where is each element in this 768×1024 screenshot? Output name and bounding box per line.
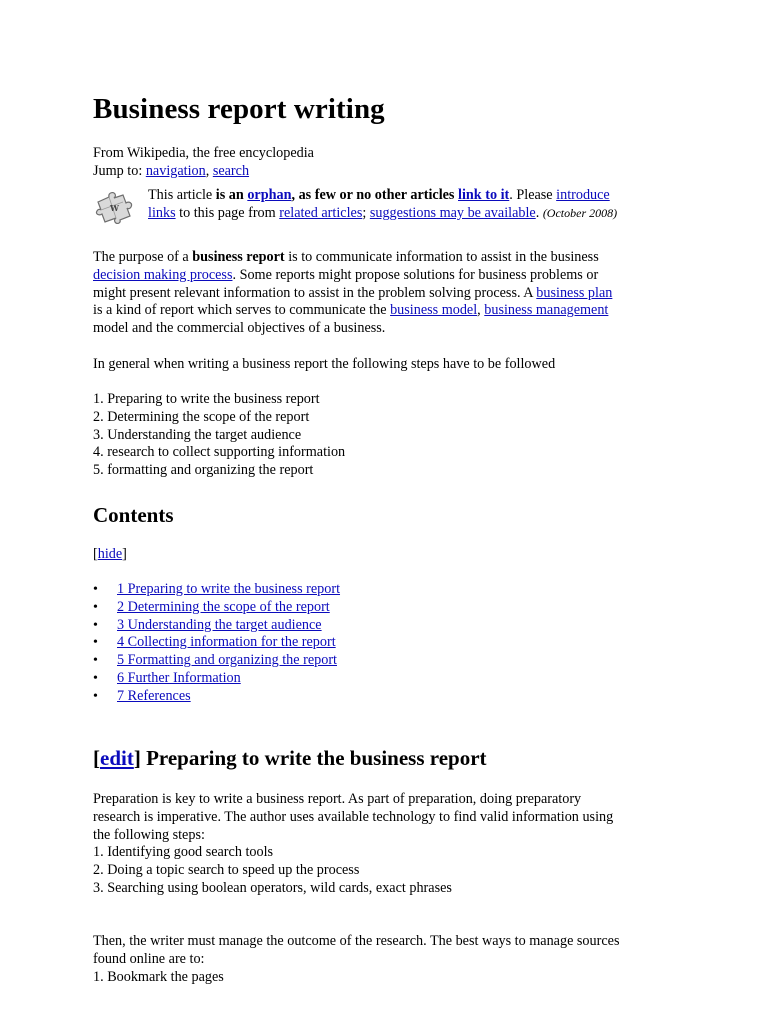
preparation-step: 2. Doing a topic search to speed up the process (93, 862, 360, 879)
edit-bracket-close: ] (133, 746, 141, 770)
hide-link[interactable]: hide (97, 546, 123, 562)
introduce-link[interactable]: introduce (556, 187, 610, 203)
suggestions-link[interactable]: suggestions may be available (369, 204, 536, 221)
paragraph-line: found online are to: (93, 950, 205, 967)
puzzle-piece-icon (93, 190, 137, 224)
paragraph-line: the following steps: (93, 826, 205, 843)
preparation-paragraph (93, 791, 613, 898)
orphan-date: (October 2008) (542, 205, 618, 220)
toc-link[interactable]: 6 Further Information (117, 669, 241, 686)
paragraph-line: Preparation is key to write a business report. As part of preparation, doing preparatory (93, 791, 582, 807)
steps-list-item: 5. formatting and organizing the report (93, 462, 314, 479)
hide-bracket-close: ] (122, 546, 127, 562)
orphan-notice-text (148, 187, 617, 223)
orphan-text-6: ; (362, 204, 370, 221)
orphan-text-5: to this page from (175, 204, 280, 221)
toc-item (93, 634, 340, 652)
jump-separator: , (205, 163, 213, 179)
contents-heading: Contents (93, 503, 174, 527)
intro-text: is a kind of report which serves to communicate the (93, 302, 391, 319)
jump-navigation-link[interactable]: navigation (145, 163, 206, 179)
orphan-text-7: . (535, 204, 543, 221)
hide-bracket-open: [ (93, 546, 98, 562)
table-of-contents (93, 581, 340, 706)
page-title: Business report writing (93, 93, 385, 125)
steps-list-item: 2. Determining the scope of the report (93, 408, 310, 425)
intro-text: The purpose of a (93, 249, 193, 265)
orphan-text-1: This article (148, 187, 216, 203)
preparation-step: 1. Identifying good search tools (93, 844, 274, 861)
edit-section-link[interactable]: edit (100, 746, 134, 770)
svg-text:W: W (110, 203, 119, 213)
toc-link[interactable]: 4 Collecting information for the report (117, 634, 336, 651)
intro-paragraph (93, 249, 612, 338)
paragraph-line: Then, the writer must manage the outcome of the research. The best ways to manage sources (93, 933, 620, 949)
toc-link[interactable]: 7 References (117, 687, 191, 704)
toc-link[interactable]: 2 Determining the scope of the report (117, 598, 330, 615)
jump-to-label: Jump to: (93, 163, 146, 179)
links-link[interactable]: links (148, 204, 176, 221)
toc-item (93, 688, 340, 706)
orphan-link[interactable]: orphan (247, 187, 292, 203)
steps-list-item: 4. research to collect supporting information (93, 444, 346, 461)
toc-item (93, 617, 340, 635)
bullet-icon: • (93, 599, 98, 615)
intro-text: , (477, 302, 485, 319)
section-heading-preparing (93, 746, 487, 771)
steps-list-item: 3. Understanding the target audience (93, 426, 302, 443)
toc-item (93, 652, 340, 670)
intro-bold-term: business report (192, 249, 285, 265)
business-model-link[interactable]: business model (390, 302, 478, 319)
decision-making-process-link[interactable]: decision making process (93, 266, 233, 283)
jump-search-link[interactable]: search (212, 163, 250, 179)
intro-text: is to communicate information to assist in the business (284, 249, 599, 265)
toc-link[interactable]: 1 Preparing to write the business report (117, 581, 341, 597)
toc-item (93, 599, 340, 617)
bullet-icon: • (93, 653, 98, 669)
bullet-icon: • (93, 670, 98, 686)
bullet-icon: • (93, 582, 98, 597)
bullet-icon: • (93, 635, 98, 651)
bullet-icon: • (93, 617, 98, 633)
business-management-link[interactable]: business management (484, 302, 609, 319)
bullet-icon: • (93, 688, 98, 704)
jump-to-line (93, 163, 249, 181)
steps-list (93, 391, 345, 480)
site-subtitle: From Wikipedia, the free encyclopedia (93, 145, 314, 161)
link-to-it-link[interactable]: link to it (458, 187, 510, 203)
edit-bracket-open: [ (93, 746, 100, 770)
intro-text: might present relevant information to assist in the problem solving process. A (93, 284, 537, 301)
business-plan-link[interactable]: business plan (536, 284, 613, 301)
contents-hide-toggle (93, 546, 127, 564)
section-heading-text: Preparing to write the business report (140, 746, 487, 770)
orphan-text-2: is an (215, 187, 248, 203)
toc-link[interactable]: 5 Formatting and organizing the report (117, 652, 337, 669)
toc-link[interactable]: 3 Understanding the target audience (117, 616, 322, 633)
intro-text: model and the commercial objectives of a business. (93, 320, 386, 337)
orphan-text-3: , as few or no other articles (291, 187, 459, 203)
orphan-text-4: . Please (509, 187, 557, 203)
preparation-step: 3. Searching using boolean operators, wild cards, exact phrases (93, 879, 452, 896)
related-articles-link[interactable]: related articles (279, 204, 363, 221)
toc-item (93, 670, 340, 688)
steps-list-item: 1. Preparing to write the business report (93, 391, 320, 407)
orphan-notice (93, 187, 683, 227)
manage-sources-paragraph (93, 933, 619, 986)
manage-step: 1. Bookmark the pages (93, 968, 224, 985)
toc-item (93, 581, 340, 599)
paragraph-line: research is imperative. The author uses available technology to find valid information using (93, 808, 614, 825)
intro-text: . Some reports might propose solutions for business problems or (232, 266, 599, 283)
steps-intro: In general when writing a business report the following steps have to be followed (93, 356, 556, 372)
